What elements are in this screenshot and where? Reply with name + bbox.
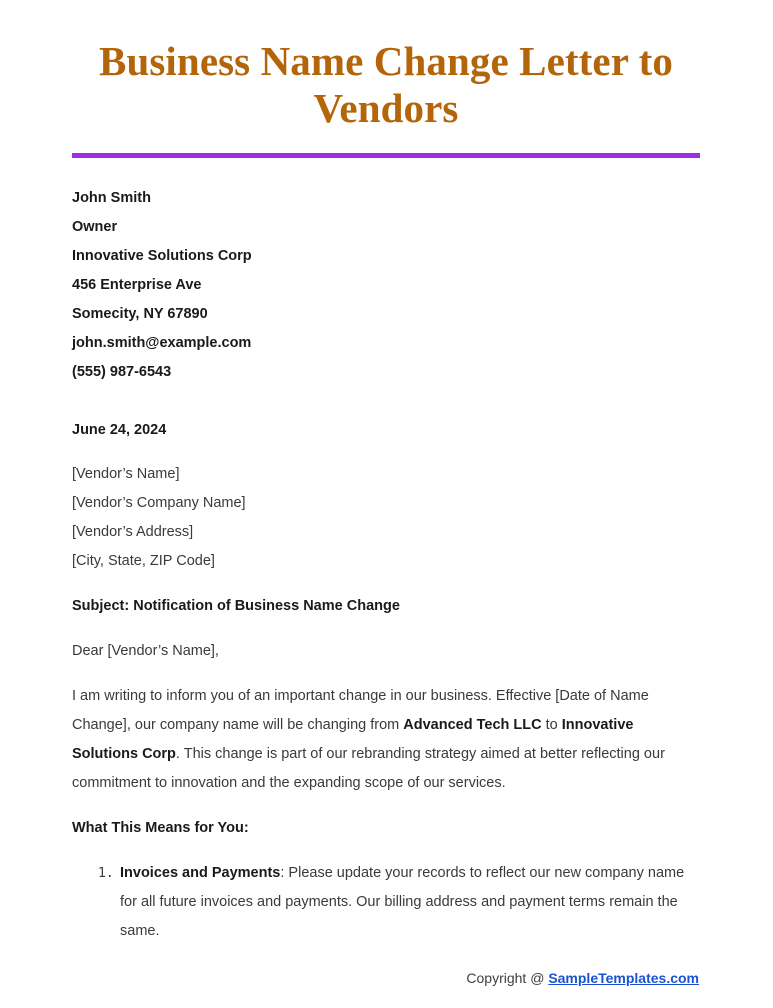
old-company-name: Advanced Tech LLC xyxy=(403,717,542,734)
sender-title: Owner xyxy=(72,219,118,236)
footer-copyright xyxy=(0,968,773,988)
salutation: Dear [Vendor’s Name], xyxy=(72,643,219,660)
body-text-part-2: to xyxy=(541,717,562,734)
section-heading: What This Means for You: xyxy=(72,820,249,837)
recipient-address: [Vendor’s Address] xyxy=(72,524,194,541)
list-marker: 1. xyxy=(98,866,114,882)
sender-address-block xyxy=(72,184,700,387)
list-item-text: : Please update your records to reflect our new company name for all future invoices and payments. Our billing address and payment terms remain the same. xyxy=(120,865,685,940)
new-company-name: Innovative Solutions Corp xyxy=(72,717,634,763)
sender-street: 456 Enterprise Ave xyxy=(72,277,202,294)
sender-phone: (555) 987-6543 xyxy=(72,364,172,381)
impact-list xyxy=(72,859,700,946)
letter-date: June 24, 2024 xyxy=(72,422,167,439)
recipient-name: [Vendor’s Name] xyxy=(72,466,180,483)
body-paragraph xyxy=(72,682,700,798)
sender-company: Innovative Solutions Corp xyxy=(72,248,252,265)
list-item-label: Invoices and Payments xyxy=(120,865,281,882)
copyright-prefix: Copyright @ xyxy=(466,970,549,986)
page-title: Business Name Change Letter to Vendors xyxy=(99,38,673,132)
recipient-city-zip: [City, State, ZIP Code] xyxy=(72,553,215,570)
recipient-address-block xyxy=(72,460,700,576)
document-content xyxy=(72,0,700,946)
list-item xyxy=(72,859,700,946)
recipient-company: [Vendor’s Company Name] xyxy=(72,495,246,512)
sample-templates-link[interactable]: SampleTemplates.com xyxy=(548,970,699,986)
body-text-part-1: I am writing to inform you of an important change in our business. Effective [Date of Name Change], our company name will be changing from xyxy=(72,688,649,734)
body-text-part-3: . This change is part of our rebranding strategy aimed at better reflecting our commitment to innovation and the expanding scope of our services. xyxy=(72,746,665,792)
sender-email: john.smith@example.com xyxy=(72,335,252,352)
title-divider xyxy=(72,153,700,158)
sender-city-state: Somecity, NY 67890 xyxy=(72,306,208,323)
subject-line: Subject: Notification of Business Name Change xyxy=(72,598,400,615)
sender-name: John Smith xyxy=(72,190,151,207)
